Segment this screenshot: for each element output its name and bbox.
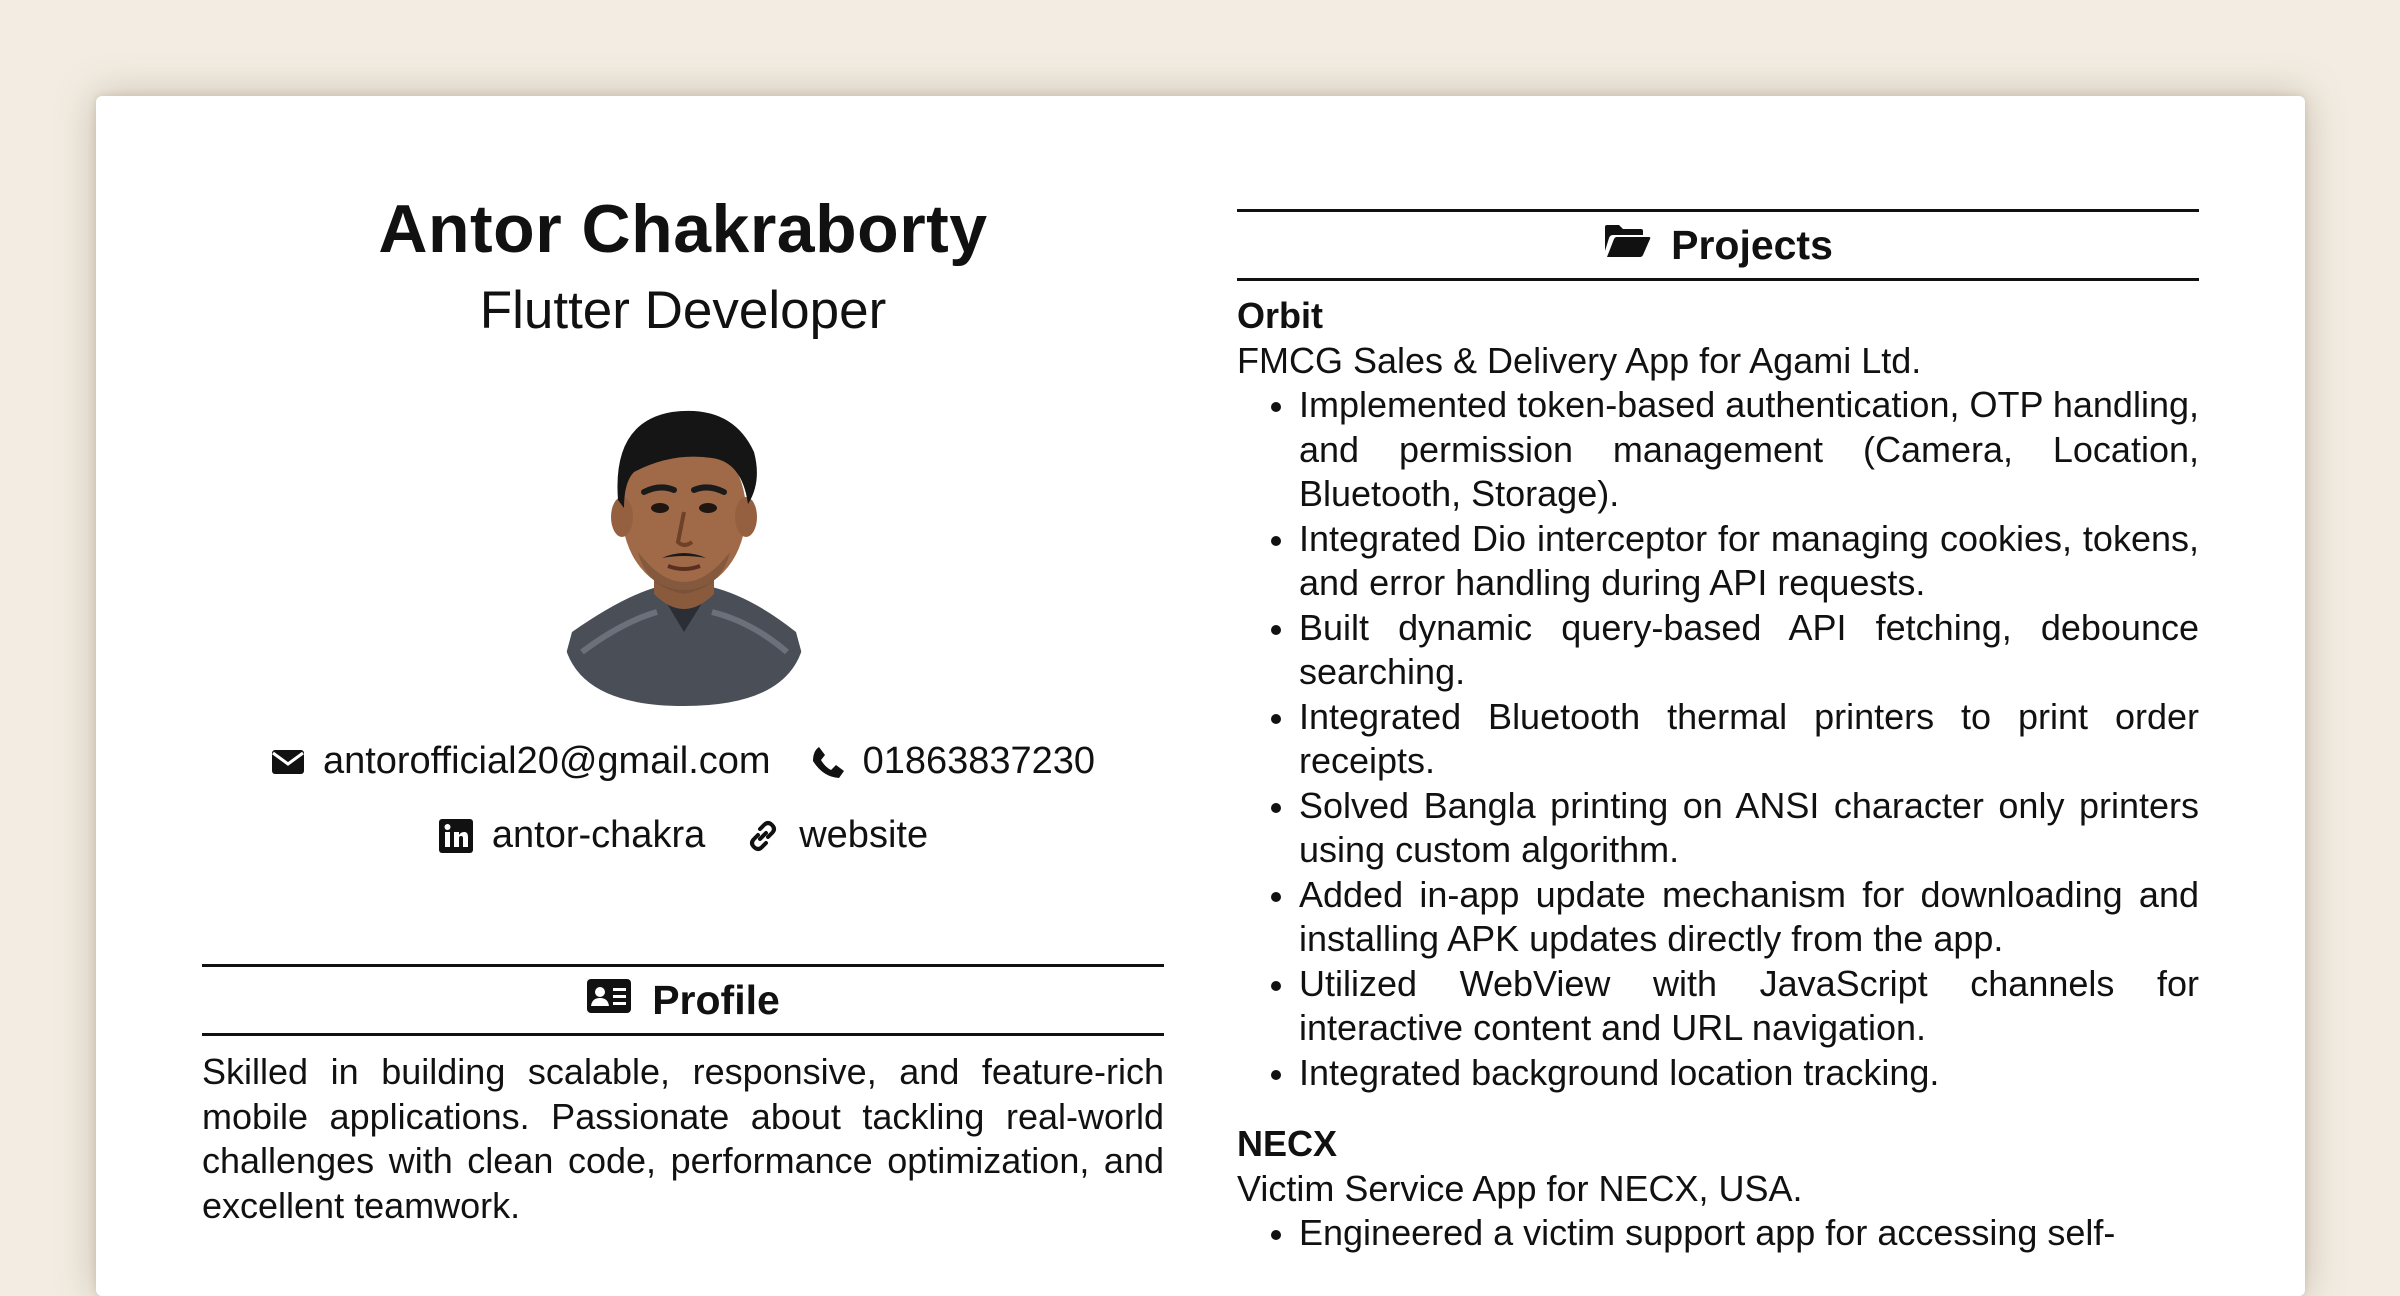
phone-text: 01863837230 (862, 740, 1096, 782)
email-contact[interactable] (271, 740, 771, 783)
project-entry (1237, 1122, 2199, 1256)
id-card-icon (586, 977, 632, 1024)
profile-photo (562, 382, 806, 706)
projects-heading: Projects (1671, 221, 1833, 268)
project-title: NECX (1237, 1123, 1338, 1164)
project-bullets (1237, 1211, 2199, 1256)
profile-heading: Profile (652, 976, 780, 1023)
job-title: Flutter Developer (479, 281, 887, 340)
profile-section-header (202, 964, 1164, 1036)
resume-page (96, 96, 2305, 1296)
contact-row-secondary (202, 814, 1164, 857)
website-text: website (799, 814, 929, 856)
linkedin-text: antor-chakra (491, 814, 706, 856)
bullet-item: Engineered a victim support app for accessing self- (1299, 1211, 2199, 1256)
person-name: Antor Chakraborty (378, 191, 988, 267)
link-icon (745, 818, 781, 854)
project-title: Orbit (1237, 295, 1323, 336)
project-subtitle: FMCG Sales & Delivery App for Agami Ltd. (1237, 339, 1922, 381)
phone-icon (811, 745, 845, 779)
bullet-item: Added in-app update mechanism for downloading and installing APK updates directly from the app. (1299, 873, 2199, 962)
bullet-item: Implemented token-based authentication, OTP handling, and permission management (Camera, Location, Bluetooth, Storage). (1299, 383, 2199, 517)
folder-open-icon (1603, 222, 1651, 269)
bullet-item: Integrated Bluetooth thermal printers to print order receipts. (1299, 695, 2199, 784)
linkedin-icon (438, 818, 474, 854)
envelope-icon (271, 749, 305, 775)
bullet-item: Solved Bangla printing on ANSI character only printers using custom algorithm. (1299, 784, 2199, 873)
project-subtitle: Victim Service App for NECX, USA. (1237, 1167, 1803, 1209)
contact-row-primary (202, 740, 1164, 783)
bullet-item: Utilized WebView with JavaScript channels for interactive content and URL navigation. (1299, 962, 2199, 1051)
projects-section-header (1237, 209, 2199, 281)
website-contact[interactable] (745, 814, 928, 857)
project-entry (1237, 294, 2199, 1095)
linkedin-contact[interactable] (438, 814, 705, 857)
phone-contact[interactable] (811, 740, 1095, 783)
profile-summary: Skilled in building scalable, responsive, and feature-rich mobile applications. Passionate about tackling real-world challenges with clean code, performance optimization, and excellent teamwork. (202, 1051, 1164, 1226)
bullet-item: Built dynamic query-based API fetching, debounce searching. (1299, 606, 2199, 695)
bullet-item: Integrated background location tracking. (1299, 1051, 2199, 1096)
project-bullets (1237, 383, 2199, 1095)
bullet-item: Integrated Dio interceptor for managing cookies, tokens, and error handling during API requests. (1299, 517, 2199, 606)
email-text: antorofficial20@gmail.com (322, 740, 771, 782)
